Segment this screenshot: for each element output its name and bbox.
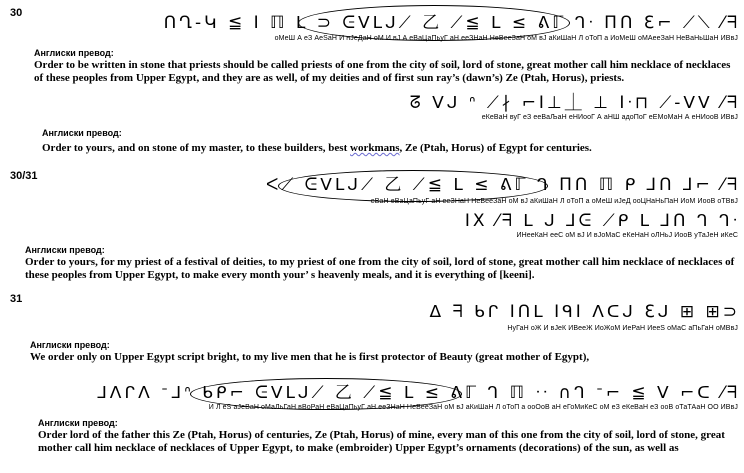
transliteration-line: ИНееКаН ееС оМ вЈ И вЈоМаС еКеНаН оЛНьЈ ИооВ уТаЈеН иКеС xyxy=(516,232,738,239)
glyph-line: ᐃ ᖷ ᑲᒋ ⅠՈᒪ ⅠᑫⅠ ᐱᑕᒍ ℇᒍ ⊞ ⊞⊃ xyxy=(429,302,740,322)
glyph-line: ᐸ⟋ ᕮᐯᒪᒍ⟋ 乙 ⟋≦ ᒪ ≤ ᕕℾ ᒉ ΠՈ ℿ ᑭ ⅃Ո ⅃⌐ ⁄ᖷ xyxy=(265,175,740,195)
spellcheck-underlined-word: workmans xyxy=(350,142,400,154)
translation-text: Order to yours, for my priest of a festival of deities, to my priest of one from the city of soil, lord of stone, great mother call him necklace of necklaces of these peoples from Upper Egypt, to make every month your’ s heavenly meals, and it is everything of [keeni]. xyxy=(25,256,735,281)
translation-text: We order only on Upper Egypt script bright, to my live men that he is first protector of Beauty (great mother of Egypt), xyxy=(30,351,590,363)
transliteration-line: И Л еЅ аЈеВаН оМаЛьГаН вВоРаН еВаЦаПьуГ аН ееЗНаН НеВееЗаН оМ вЈ аКиШаН Л оТоП а ооОоВ аН еГоМиКеС оМ еЗ еКеВаН еЗ ооВ оТаТАаН ОО ИВвЈ xyxy=(208,404,738,411)
glyph-line: ᘔ ᐯᒍ ᐢ ⟋∤ ⌐Ⅰ⊥⏊ ⊥ Ⅰᐧ⊓ ⟋-ᐯᐯ ⁄ᖷ xyxy=(409,93,740,113)
section-number: 30 xyxy=(10,7,23,19)
glyph-line: ᒧᐱᒋᐱ ᐨᒧᐢ ᑲᑭ⌐ ᕮᐯᒪᒍ⟋ 乙 ⟋≦ ᒪ ≤ ᕕℾ ᒉ ℿ ᐧᐧ ∩ᒉ ᐨ⌐ ≦ ᐯ ⌐ᑕ ⁄ᖷ xyxy=(96,383,740,403)
translation-text: Order to yours, and on stone of my master, to these builders, best workmans, Ze (Ptah, Horus) of Egypt for centuries. xyxy=(42,142,592,154)
glyph-line: ՈՂ-Կ ≦ Ⅰ ℿ ᒪ ⊃ ᕮᐯᒪᒍ⟋ 乙 ⟋≦ ᒪ ≤ ᕕℾ ᒉᐧ ΠՈ ℇ⌐ ⟋⟍ ⁄ᖷ xyxy=(163,13,740,33)
transliteration-line: еВаН еВаЦаПьуГ аН ееЗНаН НеВееЗаН оМ вЈ аКиШаН Л оТоП а оМеШ иЈеД ооЦНаНьПаН ИоМ ИооВ оТВвЈ xyxy=(370,198,738,205)
translation-label: Англиски превод: xyxy=(42,128,122,138)
translation-label: Англиски превод: xyxy=(25,245,105,255)
translation-label: Англиски превод: xyxy=(30,340,110,350)
glyph-line: ⅠⅩ ⁄ᖷ ᒪ ᒍ ⅃ᕮ ⟋ᑭ ᒪ ⅃Ո ᒉ ᒉᐧ xyxy=(464,211,740,231)
section-number: 30/31 xyxy=(10,170,38,182)
transliteration-line: еКеВаН вуГ еЗ ееВаЉаН еНИооГ А аНШ адоПоГ еЕМоМаН А еНИооВ ИВвЈ xyxy=(481,114,738,121)
translation-text: Order to be written in stone that priests should be called priests of one from the city of soil, lord of stone, great mother call him necklace of necklaces of these peoples from Upper Egypt, and they are as well, of my deities and of first sun ray’s (dawn’s) Ze (Ptah, Horus), priests. xyxy=(34,59,731,84)
translation-label: Англиски превод: xyxy=(38,418,118,428)
translation-label: Англиски превод: xyxy=(34,48,114,58)
transliteration-line: НуГаН оЖ И вЈеК ИВееЖ ИоЖоМ ИеРаН ИееЅ оМаС аПьГаН оМВвЈ xyxy=(507,325,738,332)
translation-text: Order lord of the father this Ze (Ptah, Horus) of centuries, Ze (Ptah, Horus) of mine, every man of this one from the city of soil, lord of stone, great mother call him necklace of necklaces of Upper Egypt, to make (embroider) Upper Egypt’s ornaments (decorations) of the sun, as well as xyxy=(38,429,725,454)
transliteration-line: оМеШ А еЗ АеЅаН И нЈеДаН оМ И вЈ А еВаЦаПьуГ аН ееЗНаН НеВееЗаН оМ вЈ аКиШаН Л оТоП а ИоМеШ оМАееЗаН НеВаНьШаН ИВвЈ xyxy=(274,35,738,42)
section-number: 31 xyxy=(10,293,23,305)
